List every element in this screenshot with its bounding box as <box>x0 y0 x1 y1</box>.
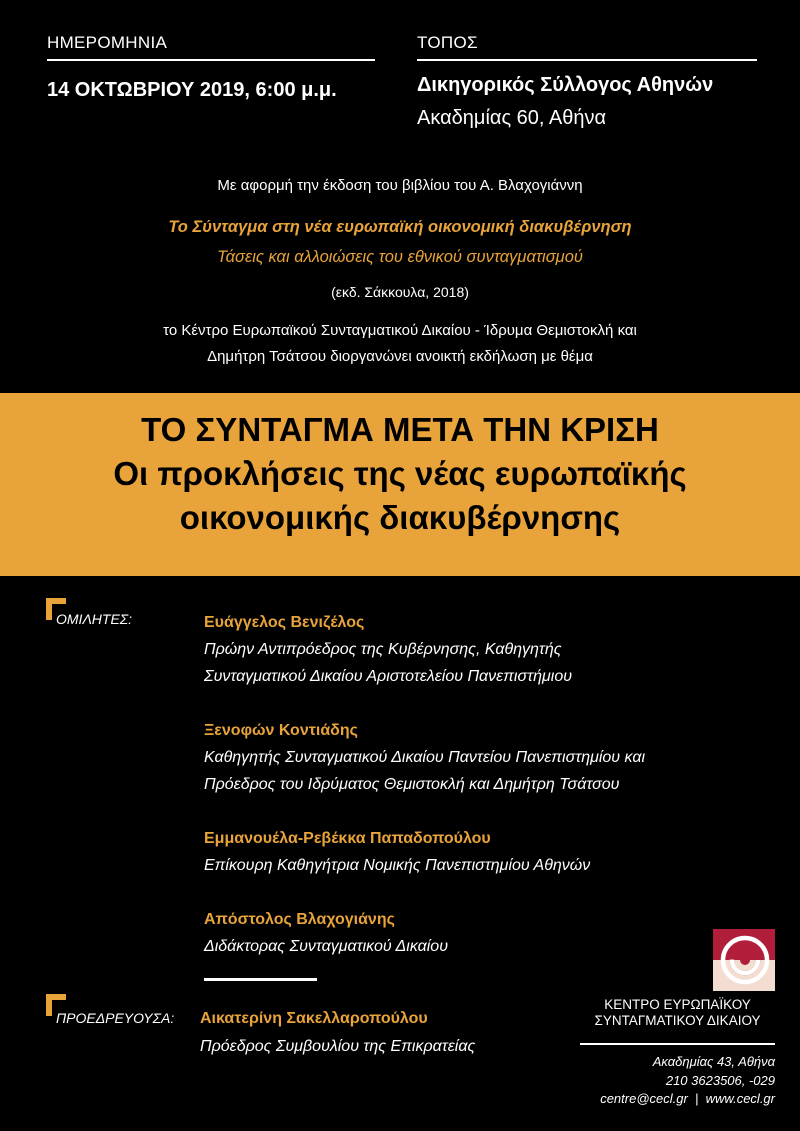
organizer-text <box>0 318 800 370</box>
topic-line-2: Οι προκλήσεις της νέας ευρωπαϊκής <box>113 455 687 492</box>
org-contact-info <box>560 1053 775 1109</box>
book-publisher: (εκδ. Σάκκουλα, 2018) <box>331 284 469 300</box>
speaker-desc-line: Συνταγματικού Δικαίου Αριστοτελείου Πανεπιστήμιου <box>204 668 573 685</box>
section-divider <box>204 978 317 981</box>
date-divider <box>47 59 375 61</box>
speaker-desc-line: Πρώην Αντιπρόεδρος της Κυβέρνησης, Καθηγητής <box>204 641 562 658</box>
org-web-email: centre@cecl.gr | www.cecl.gr <box>600 1091 775 1106</box>
date-label: ΗΜΕΡΟΜΗΝΙΑ <box>47 33 168 52</box>
org-name-line-2: ΣΥΝΤΑΓΜΑΤΙΚΟΥ ΔΙΚΑΙΟΥ <box>594 1013 761 1028</box>
venue-address: Ακαδημίας 60, Αθήνα <box>417 107 607 129</box>
intro-text: Με αφορμή την έκδοση του βιβλίου του Α. Βλαχογιάννη <box>217 177 583 194</box>
speaker-name: Απόστολος Βλαχογιάνης <box>204 911 395 928</box>
place-label: ΤΟΠΟΣ <box>417 33 478 52</box>
speaker-name: Ξενοφών Κοντιάδης <box>204 722 358 739</box>
org-address: Ακαδημίας 43, Αθήνα <box>652 1054 775 1069</box>
speaker-desc-line: Πρόεδρος του Ιδρύματος Θεμιστοκλή και Δημήτρη Τσάτσου <box>204 776 620 793</box>
speakers-label: ΟΜΙΛΗΤΕΣ: <box>56 611 133 627</box>
speaker-description <box>204 744 645 798</box>
chair-description: Πρόεδρος Συμβουλίου της Επικρατείας <box>200 1038 476 1055</box>
organizer-line-2: Δημήτρη Τσάτσου διοργανώνει ανοικτή εκδήλωση με θέμα <box>207 348 593 365</box>
org-divider <box>580 1043 775 1045</box>
org-name <box>580 997 775 1029</box>
topic-line-1: ΤΟ ΣΥΝΤΑΓΜΑ ΜΕΤΑ ΤΗΝ ΚΡΙΣΗ <box>141 411 659 448</box>
cecl-logo-icon <box>713 929 775 991</box>
book-subtitle: Τάσεις και αλλοιώσεις του εθνικού συνταγματισμού <box>217 248 583 266</box>
place-divider <box>417 59 757 61</box>
event-date: 14 ΟΚΤΩΒΡΙΟΥ 2019, 6:00 μ.μ. <box>47 79 337 101</box>
book-title: Το Σύνταγμα στη νέα ευρωπαϊκή οικονομική διακυβέρνηση <box>168 218 632 236</box>
speaker-description <box>204 636 572 690</box>
speaker-name: Εμμανουέλα-Ρεβέκκα Παπαδοπούλου <box>204 830 491 847</box>
org-phone: 210 3623506, -029 <box>665 1072 775 1088</box>
speaker-name: Ευάγγελος Βενιζέλος <box>204 614 365 631</box>
speaker-desc-line: Καθηγητής Συνταγματικού Δικαίου Παντείου Πανεπιστημίου και <box>204 749 646 766</box>
event-topic-banner <box>0 393 800 576</box>
chair-label: ΠΡΟΕΔΡΕΥΟΥΣΑ: <box>56 1010 175 1026</box>
chair-name: Αικατερίνη Σακελλαροπούλου <box>200 1010 428 1027</box>
topic-line-3: οικονομικής διακυβέρνησης <box>179 499 621 536</box>
organizer-line-1: το Κέντρο Ευρωπαϊκού Συνταγματικού Δικαίου - Ίδρυμα Θεμιστοκλή και <box>163 322 637 339</box>
speaker-description <box>204 852 590 879</box>
venue-name: Δικηγορικός Σύλλογος Αθηνών <box>417 74 714 96</box>
speaker-desc-line: Διδάκτορας Συνταγματικού Δικαίου <box>204 938 448 955</box>
speaker-description <box>204 933 448 960</box>
org-name-line-1: ΚΕΝΤΡΟ ΕΥΡΩΠΑΪΚΟΥ <box>604 997 751 1012</box>
speaker-desc-line: Επίκουρη Καθηγήτρια Νομικής Πανεπιστημίου Αθηνών <box>204 857 591 874</box>
